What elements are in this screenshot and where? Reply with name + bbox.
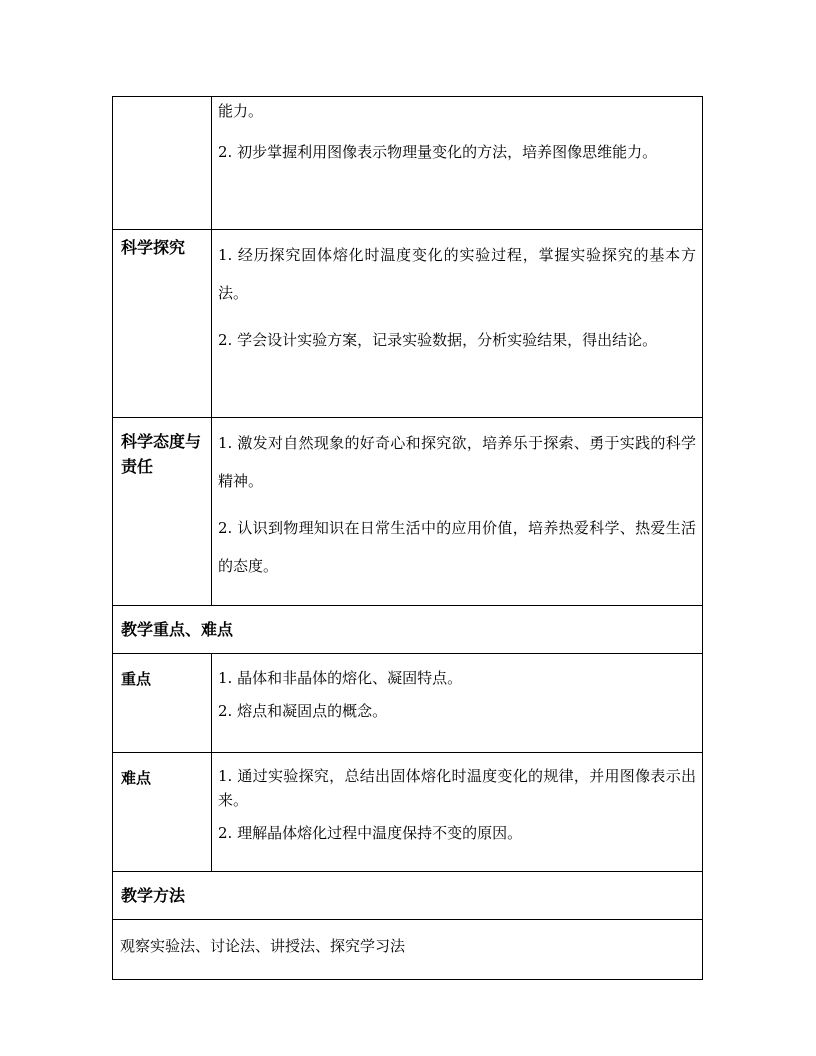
section-header-row [113, 606, 703, 654]
section-title: 教学方法 [113, 872, 703, 920]
section-header-row [113, 872, 703, 920]
methods-text: 观察实验法、讨论法、讲授法、探究学习法 [113, 920, 703, 980]
row-content [212, 654, 703, 753]
row-label: 科学态度与责任 [113, 418, 212, 606]
paragraph: 2. 理解晶体熔化过程中温度保持不变的原因。 [218, 824, 523, 842]
paragraph: 1. 晶体和非晶体的熔化、凝固特点。 [218, 669, 463, 687]
table-row [113, 418, 703, 606]
paragraph: 2. 熔点和凝固点的概念。 [218, 702, 388, 720]
paragraph: 2. 初步掌握利用图像表示物理量变化的方法，培养图像思维能力。 [218, 143, 658, 161]
paragraph: 2. 认识到物理知识在日常生活中的应用价值，培养热爱科学、热爱生活的态度。 [218, 519, 696, 575]
table-row [113, 654, 703, 753]
paragraph: 1. 通过实验探究，总结出固体熔化时温度变化的规律，并用图像表示出来。 [218, 767, 696, 809]
paragraph: 1. 激发对自然现象的好奇心和探究欲，培养乐于探索、勇于实践的科学精神。 [218, 434, 696, 490]
row-content [212, 230, 703, 418]
lesson-plan-table [112, 96, 703, 980]
row-label: 科学探究 [113, 230, 212, 418]
row-label: 重点 [113, 654, 212, 753]
row-content [212, 753, 703, 872]
table-row [113, 920, 703, 980]
row-content [212, 418, 703, 606]
row-label [113, 97, 212, 230]
row-content [212, 97, 703, 230]
paragraph: 2. 学会设计实验方案，记录实验数据，分析实验结果，得出结论。 [218, 331, 658, 349]
paragraph: 能力。 [218, 102, 264, 120]
table-row [113, 97, 703, 230]
paragraph: 1. 经历探究固体熔化时温度变化的实验过程，掌握实验探究的基本方法。 [218, 246, 696, 302]
section-title: 教学重点、难点 [113, 606, 703, 654]
row-label: 难点 [113, 753, 212, 872]
table-row [113, 753, 703, 872]
table-row [113, 230, 703, 418]
